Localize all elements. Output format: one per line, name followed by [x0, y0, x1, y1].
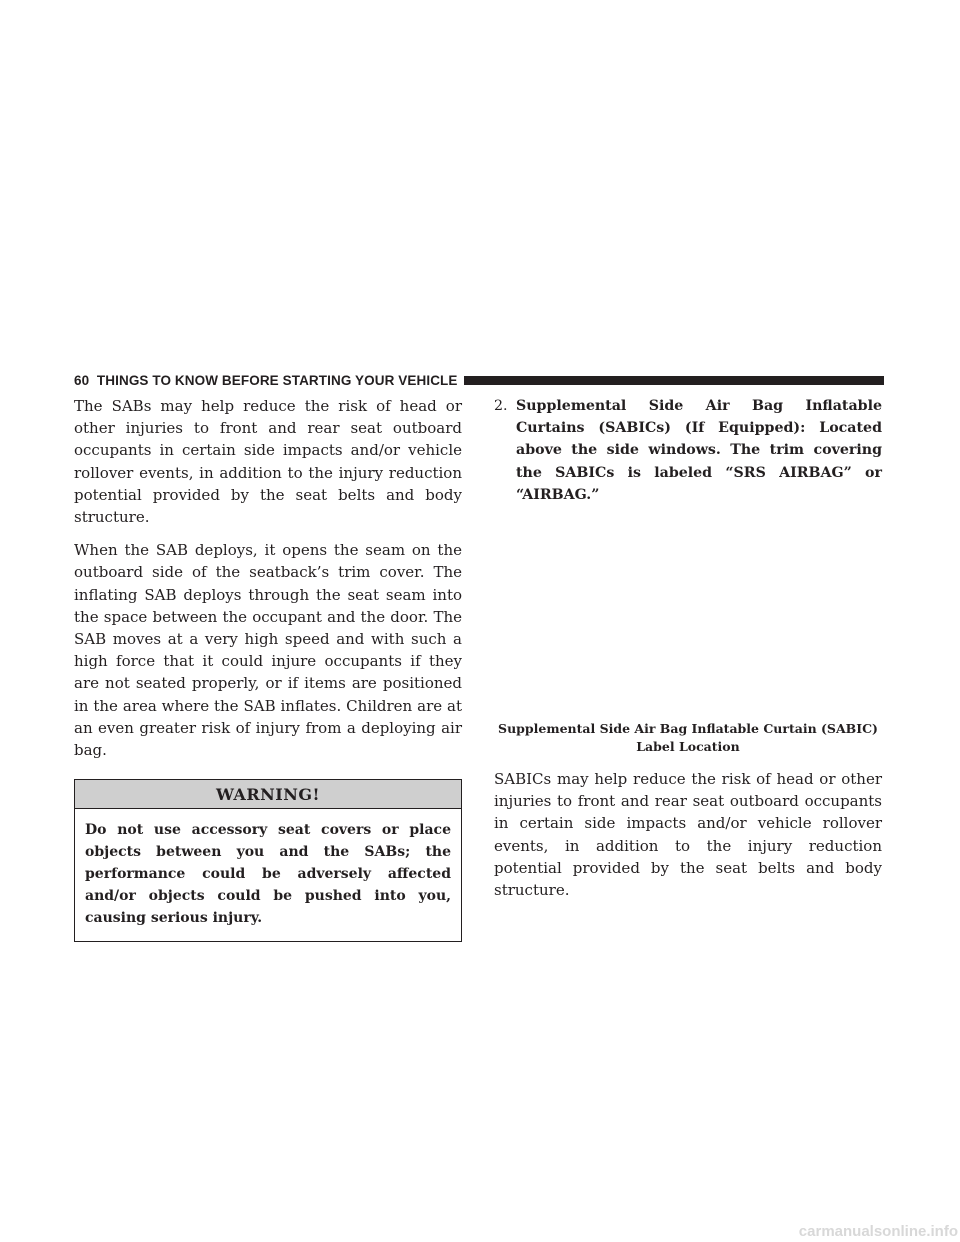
section-title: THINGS TO KNOW BEFORE STARTING YOUR VEHICLE: [96, 372, 458, 388]
warning-text: Do not use accessory seat covers or place objects between you and the SABs; the performance could be adversely affected and/or objects could be pushed into you, causing serious injury.: [85, 822, 451, 927]
paragraph-sab-deploy: When the SAB deploys, it opens the seam on the outboard side of the seatback’s trim cover. The inflating SAB deploys through the seat seam into the space between the occupant and the door. The SAB moves at a very high speed and with such a high force that it could injure occupants if they are not seated properly, or if items are positioned in the area where the SAB inflates. Children are at an even greater risk of injury from a deploying air bag.: [74, 541, 462, 760]
list-item-sabic: [494, 395, 882, 506]
figure-placeholder: [494, 506, 882, 720]
left-column: [74, 395, 462, 942]
figure-caption-line-1: Supplemental Side Air Bag Inflatable Curtain (SABIC): [498, 721, 878, 737]
warning-title: WARNING!: [75, 780, 461, 809]
paragraph-sabic-risk: SABICs may help reduce the risk of head or other injuries to front and rear seat outboard occupants in certain side impacts and/or vehicle rollover events, in addition to the injury reduction potential provided by the seat belts and body structure.: [494, 770, 882, 900]
watermark: carmanualsonline.info: [798, 1223, 958, 1240]
figure-caption-line-2: Label Location: [636, 739, 740, 755]
list-item-text: Supplemental Side Air Bag Inflatable Curtains (SABICs) (If Equipped): Located above the side windows. The trim covering the SABICs is labeled “SRS AIRBAG” or “AIRBAG.”: [516, 398, 882, 503]
page-number: 60: [74, 372, 90, 388]
list-item-number: 2.: [494, 398, 508, 414]
right-column: [494, 395, 882, 912]
header-rule: [464, 376, 885, 385]
figure-caption: [494, 720, 882, 756]
warning-box: [74, 779, 462, 942]
paragraph-sab-risk: The SABs may help reduce the risk of head or other injuries to front and rear seat outboard occupants in certain side impacts and/or vehicle rollover events, in addition to the injury reduction potential provided by the seat belts and body structure.: [74, 397, 462, 527]
page-header-text: [74, 373, 458, 388]
page-header: [74, 370, 884, 390]
